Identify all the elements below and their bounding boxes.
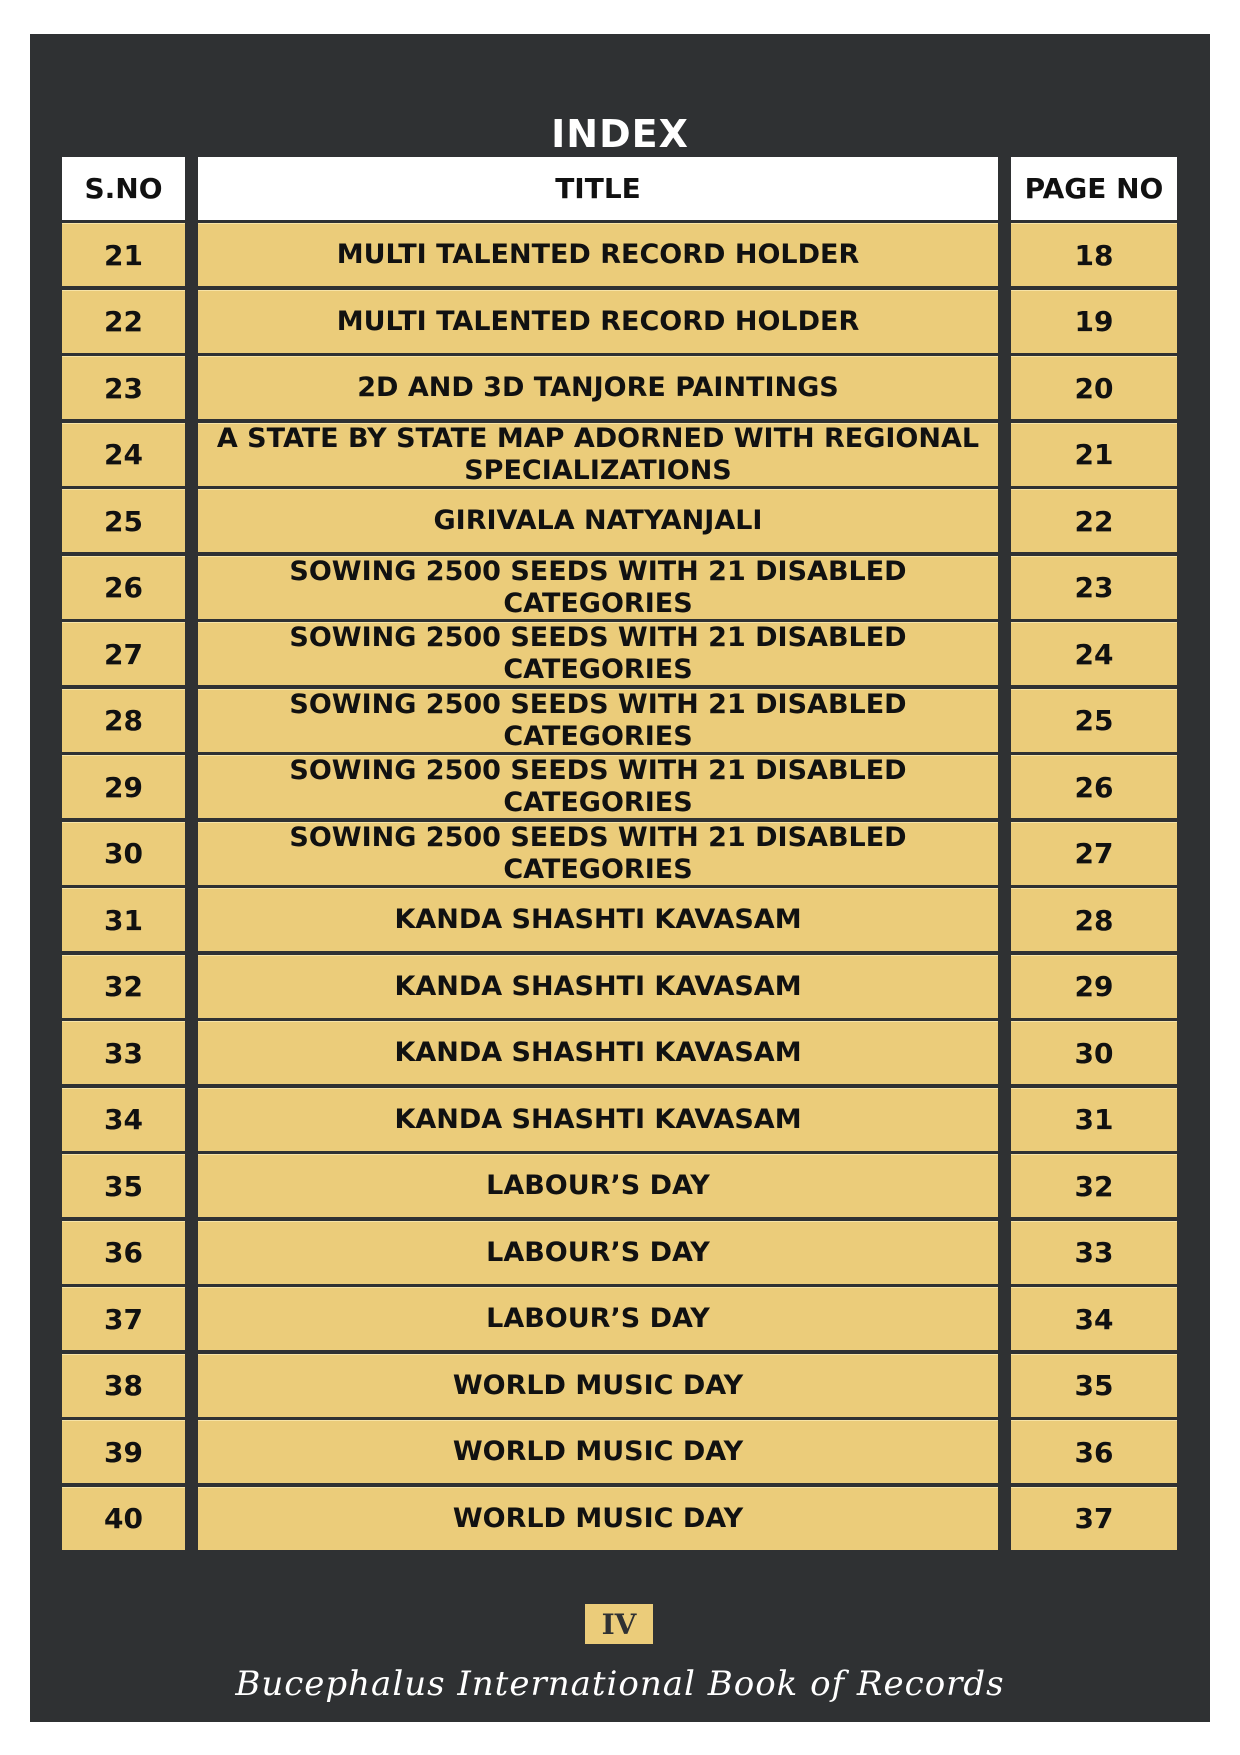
table-row — [30, 888, 1210, 951]
row-title: WORLD MUSIC DAY — [198, 1354, 998, 1417]
row-page-no: 22 — [1011, 489, 1177, 552]
row-sno: 30 — [62, 822, 185, 885]
row-page-no: 30 — [1011, 1021, 1177, 1084]
page-number-badge: IV — [585, 1604, 653, 1644]
row-title: WORLD MUSIC DAY — [198, 1420, 998, 1483]
row-page-no: 34 — [1011, 1287, 1177, 1350]
row-sno: 37 — [62, 1287, 185, 1350]
table-row — [30, 955, 1210, 1018]
row-sno: 33 — [62, 1021, 185, 1084]
row-page-no: 36 — [1011, 1420, 1177, 1483]
row-sno: 25 — [62, 489, 185, 552]
row-page-no: 20 — [1011, 356, 1177, 419]
row-page-no: 28 — [1011, 888, 1177, 951]
row-sno: 34 — [62, 1088, 185, 1151]
table-row — [30, 1221, 1210, 1284]
table-row — [30, 1354, 1210, 1417]
table-row — [30, 822, 1210, 885]
row-page-no: 24 — [1011, 622, 1177, 685]
row-page-no: 29 — [1011, 955, 1177, 1018]
table-row — [30, 1021, 1210, 1084]
row-sno: 32 — [62, 955, 185, 1018]
row-page-no: 35 — [1011, 1354, 1177, 1417]
row-sno: 23 — [62, 356, 185, 419]
table-row — [30, 1420, 1210, 1483]
row-title: WORLD MUSIC DAY — [198, 1487, 998, 1550]
table-row — [30, 1154, 1210, 1217]
table-row — [30, 755, 1210, 818]
row-page-no: 19 — [1011, 290, 1177, 353]
row-sno: 39 — [62, 1420, 185, 1483]
row-title: KANDA SHASHTI KAVASAM — [198, 888, 998, 951]
row-sno: 38 — [62, 1354, 185, 1417]
row-sno: 31 — [62, 888, 185, 951]
row-title: SOWING 2500 SEEDS WITH 21 DISABLED CATEGORIES — [198, 689, 998, 752]
header-page-no: PAGE NO — [1011, 157, 1177, 220]
publisher-footer: Bucephalus International Book of Records — [235, 1664, 1005, 1704]
index-title: INDEX — [551, 112, 689, 156]
table-row — [30, 356, 1210, 419]
row-sno: 26 — [62, 556, 185, 619]
index-panel — [30, 34, 1210, 1722]
row-title: GIRIVALA NATYANJALI — [198, 489, 998, 552]
row-title: A STATE BY STATE MAP ADORNED WITH REGIONAL SPECIALIZATIONS — [198, 423, 998, 486]
row-sno: 35 — [62, 1154, 185, 1217]
row-title: KANDA SHASHTI KAVASAM — [198, 1088, 998, 1151]
row-sno: 40 — [62, 1487, 185, 1550]
row-page-no: 37 — [1011, 1487, 1177, 1550]
row-title: 2D AND 3D TANJORE PAINTINGS — [198, 356, 998, 419]
table-row — [30, 622, 1210, 685]
row-page-no: 18 — [1011, 223, 1177, 286]
table-row — [30, 556, 1210, 619]
row-sno: 28 — [62, 689, 185, 752]
row-sno: 29 — [62, 755, 185, 818]
row-page-no: 32 — [1011, 1154, 1177, 1217]
table-row — [30, 1088, 1210, 1151]
row-title: SOWING 2500 SEEDS WITH 21 DISABLED CATEGORIES — [198, 822, 998, 885]
row-page-no: 21 — [1011, 423, 1177, 486]
row-title: SOWING 2500 SEEDS WITH 21 DISABLED CATEGORIES — [198, 622, 998, 685]
row-sno: 24 — [62, 423, 185, 486]
row-title: MULTI TALENTED RECORD HOLDER — [198, 223, 998, 286]
table-row — [30, 689, 1210, 752]
table-row — [30, 489, 1210, 552]
table-row — [30, 423, 1210, 486]
row-title: MULTI TALENTED RECORD HOLDER — [198, 290, 998, 353]
table-header-row — [30, 157, 1210, 220]
row-title: LABOUR’S DAY — [198, 1154, 998, 1217]
row-page-no: 31 — [1011, 1088, 1177, 1151]
header-sno: S.NO — [62, 157, 185, 220]
row-title: SOWING 2500 SEEDS WITH 21 DISABLED CATEGORIES — [198, 556, 998, 619]
row-sno: 21 — [62, 223, 185, 286]
row-title: LABOUR’S DAY — [198, 1221, 998, 1284]
row-page-no: 23 — [1011, 556, 1177, 619]
row-title: LABOUR’S DAY — [198, 1287, 998, 1350]
table-row — [30, 290, 1210, 353]
row-sno: 22 — [62, 290, 185, 353]
row-title: SOWING 2500 SEEDS WITH 21 DISABLED CATEGORIES — [198, 755, 998, 818]
table-row — [30, 223, 1210, 286]
header-title: TITLE — [198, 157, 998, 220]
row-sno: 27 — [62, 622, 185, 685]
row-title: KANDA SHASHTI KAVASAM — [198, 955, 998, 1018]
row-sno: 36 — [62, 1221, 185, 1284]
table-row — [30, 1287, 1210, 1350]
row-title: KANDA SHASHTI KAVASAM — [198, 1021, 998, 1084]
row-page-no: 25 — [1011, 689, 1177, 752]
table-row — [30, 1487, 1210, 1550]
row-page-no: 27 — [1011, 822, 1177, 885]
row-page-no: 26 — [1011, 755, 1177, 818]
row-page-no: 33 — [1011, 1221, 1177, 1284]
